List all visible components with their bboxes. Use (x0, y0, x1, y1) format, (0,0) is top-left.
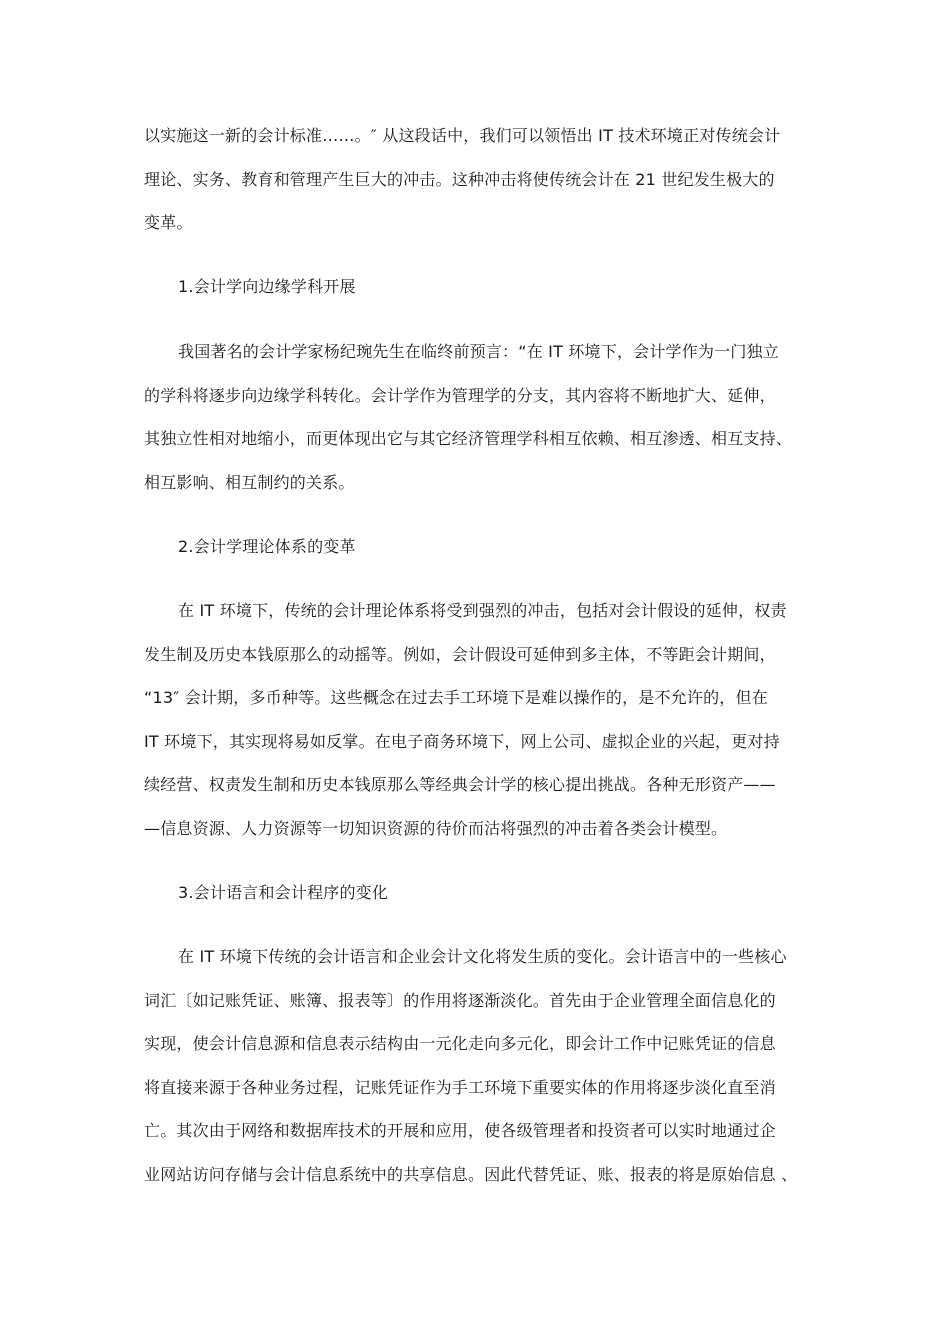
text-line: 变革。 (144, 213, 193, 232)
paragraph-intro (144, 114, 804, 245)
section-heading-2 (144, 525, 804, 569)
heading-text: 2.会计学理论体系的变革 (178, 537, 356, 556)
text-line: 发生制及历史本钱原那么的动摇等。例如，会计假设可延伸到多主体，不等距会计期间， (144, 644, 776, 664)
text-line: 词汇〔如记账凭证、账簿、报表等〕的作用将逐渐淡化。首先由于企业管理全面信息化的 (144, 990, 776, 1010)
text-line: 其独立性相对地缩小，而更体现出它与其它经济管理学科相互依赖、相互渗透、相互支持、 (144, 429, 793, 448)
text-line: 以实施这一新的会计标准……。″ 从这段话中，我们可以领悟出 IT 技术环境正对传统会计 (144, 126, 781, 145)
text-line: 我国著名的会计学家杨纪琬先生在临终前预言：“在 IT 环境下，会计学作为一门独立 (178, 342, 779, 361)
text-line: 亡。其次由于网络和数据库技术的开展和应用，使各级管理者和投资者可以实时地通过企 (144, 1121, 776, 1140)
paragraph-section-3 (144, 935, 804, 1196)
text-line: 续经营、权责发生制和历史本钱原那么等经典会计学的核心提出挑战。各种无形资产—— (144, 775, 776, 794)
text-line: 实现，使会计信息源和信息表示结构由一元化走向多元化，即会计工作中记账凭证的信息 (144, 1034, 776, 1053)
paragraph-section-2 (144, 589, 804, 850)
text-line: 相互影响、相互制约的关系。 (144, 472, 355, 492)
text-line: 在 IT 环境下，传统的会计理论体系将受到强烈的冲击，包括对会计假设的延伸，权责 (178, 601, 787, 620)
paragraph-section-1 (144, 330, 804, 504)
text-line: 在 IT 环境下传统的会计语言和企业会计文化将发生质的变化。会计语言中的一些核心 (178, 947, 787, 966)
text-line: 的学科将逐步向边缘学科转化。会计学作为管理学的分支，其内容将不断地扩大、延伸， (144, 385, 776, 405)
heading-text: 3.会计语言和会计程序的变化 (178, 883, 389, 902)
text-line: —信息资源、人力资源等一切知识资源的待价而沽将强烈的冲击着各类会计模型。 (144, 818, 728, 838)
text-line: IT 环境下，其实现将易如反掌。在电子商务环境下，网上公司、虚拟企业的兴起，更对持 (144, 731, 780, 751)
section-heading-1 (144, 265, 804, 309)
heading-text: 1.会计学向边缘学科开展 (178, 277, 356, 296)
text-line: 理论、实务、教育和管理产生巨大的冲击。这种冲击将使传统会计在 21 世纪发生极大的 (144, 169, 775, 189)
text-line: 将直接来源于各种业务过程，记账凭证作为手工环境下重要实体的作用将逐步淡化直至消 (144, 1077, 776, 1097)
text-line: 业网站访问存储与会计信息系统中的共享信息。因此代替凭证、账、报表的将是原始信息 、 (144, 1164, 798, 1184)
text-line: “13″ 会计期，多币种等。这些概念在过去手工环境下是难以操作的，是不允许的，但在 (144, 688, 768, 707)
section-heading-3 (144, 871, 804, 915)
